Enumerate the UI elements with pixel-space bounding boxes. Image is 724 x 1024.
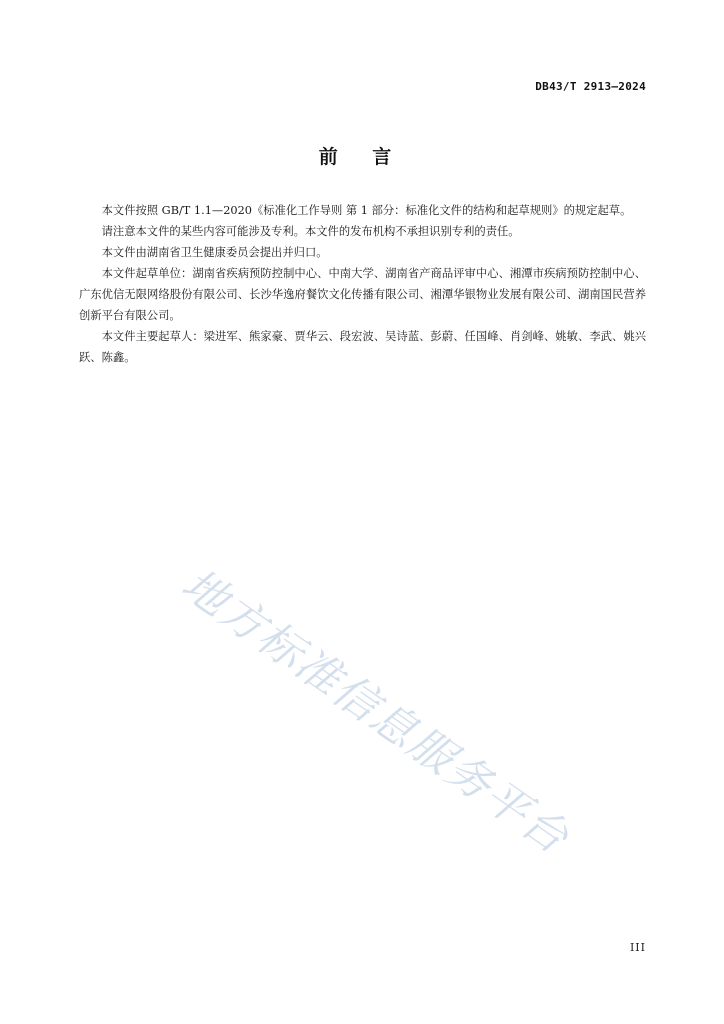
paragraph-patent-notice: 请注意本文件的某些内容可能涉及专利。本文件的发布机构不承担识别专利的责任。 [101,225,520,238]
paragraph-proposer: 本文件由湖南省卫生健康委员会提出并归口。 [101,246,328,259]
paragraph-drafters: 本文件主要起草人：梁进军、熊家豪、贾华云、段宏波、吴诗蓝、彭蔚、任国峰、肖剑峰、姚敏、李武、姚兴跃、陈鑫。 [79,330,646,364]
page-number: III [629,941,646,954]
document-code: DB43/T 2913—2024 [535,80,646,93]
watermark: 地方标准信息服务平台 [172,558,579,865]
foreword-body [79,200,646,368]
paragraph-drafting-units: 本文件起草单位：湖南省疾病预防控制中心、中南大学、湖南省产商品评审中心、湘潭市疾病预防控制中心、广东优信无限网络股份有限公司、长沙华逸府餐饮文化传播有限公司、湘潭华银物业发展有限公司、湖南国民营养创新平台有限公司。 [79,267,646,322]
paragraph-drafting-rules: 本文件按照 GB/T 1.1—2020《标准化工作导则 第 1 部分：标准化文件的结构和起草规则》的规定起草。 [101,204,632,217]
page-title: 前 言 [318,146,406,168]
